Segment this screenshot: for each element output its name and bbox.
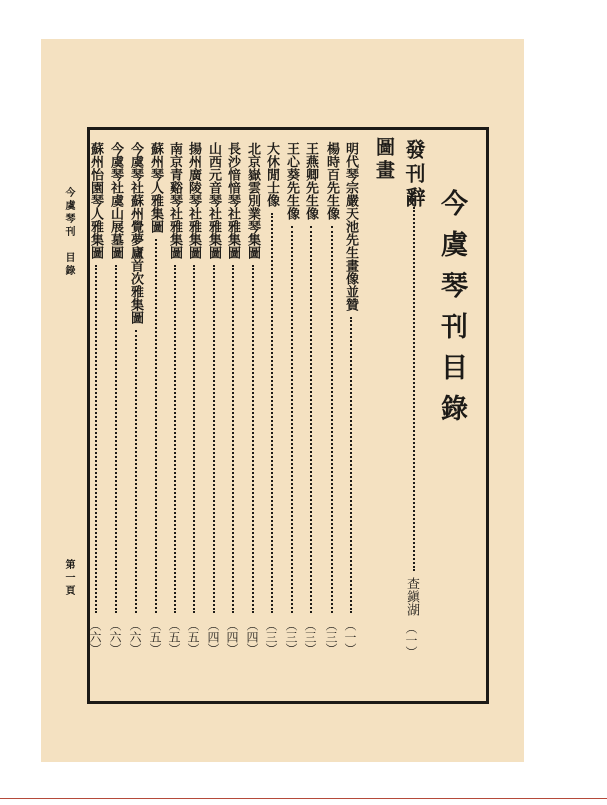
section-illustrations: 圖畫	[373, 137, 395, 183]
section-preface: 發刊辭	[402, 139, 426, 211]
leader-dots	[174, 265, 176, 613]
leader-dots	[95, 265, 97, 613]
leader-dots	[252, 265, 254, 613]
entry-page: （五）	[148, 619, 162, 655]
entry-title: 蘇州怡園琴人雅集圖	[88, 142, 103, 259]
entry-title: 今虞琴社蘇州覺夢廬首次雅集圖	[128, 142, 143, 324]
entry-title: 王心葵先生像	[284, 142, 299, 220]
entry-page: （一）	[343, 619, 357, 655]
leader-dots	[232, 265, 234, 613]
leader-dots	[310, 226, 312, 613]
entry-page: （四）	[245, 619, 259, 655]
entry-title: 南京青谿琴社雅集圖	[167, 142, 182, 259]
entry-title: 大休閒士像	[264, 142, 279, 207]
page-title: 今虞琴刊目錄	[436, 189, 467, 435]
leader-dots	[413, 207, 415, 571]
leader-dots	[155, 239, 157, 613]
entry-title: 揚州廣陵琴社雅集圖	[186, 142, 201, 259]
preface-page: （一）	[404, 622, 418, 658]
entry-page: （三）	[284, 619, 298, 655]
entry-title: 北京嶽雲別業琴集圖	[245, 142, 260, 259]
side-page-number: 第一頁	[63, 559, 74, 598]
leader-dots	[115, 265, 117, 613]
entry-title: 明代琴宗嚴天池先生畫像並贊	[343, 142, 358, 311]
leader-dots	[271, 213, 273, 613]
preface-author: 查鎭湖	[404, 577, 419, 616]
entry-title: 長沙愔愔琴社雅集圖	[225, 142, 240, 259]
entry-page: （三）	[324, 619, 338, 655]
leader-dots	[350, 317, 352, 613]
leader-dots	[331, 226, 333, 613]
entry-page: （五）	[186, 619, 200, 655]
entry-page: （六）	[108, 619, 122, 655]
leader-dots	[135, 330, 137, 613]
entry-title: 今虞琴社虞山展墓圖	[108, 142, 123, 259]
side-running-title: 今虞琴刊 目錄	[63, 187, 74, 278]
entry-title: 王燕卿先生像	[303, 142, 318, 220]
entry-title: 楊時百先生像	[324, 142, 339, 220]
entry-title: 山西元音琴社雅集圖	[206, 142, 221, 259]
leader-dots	[193, 265, 195, 613]
bottom-rule	[0, 798, 607, 799]
entry-page: （六）	[128, 619, 142, 655]
entry-page: （三）	[303, 619, 317, 655]
entry-page: （四）	[206, 619, 220, 655]
entry-title: 蘇州琴人雅集圖	[148, 142, 163, 233]
entry-page: （五）	[167, 619, 181, 655]
book-page	[41, 39, 524, 762]
leader-dots	[291, 226, 293, 613]
entry-page: （三）	[264, 619, 278, 655]
entry-page: （四）	[225, 619, 239, 655]
leader-dots	[213, 265, 215, 613]
entry-page: （六）	[88, 619, 102, 655]
